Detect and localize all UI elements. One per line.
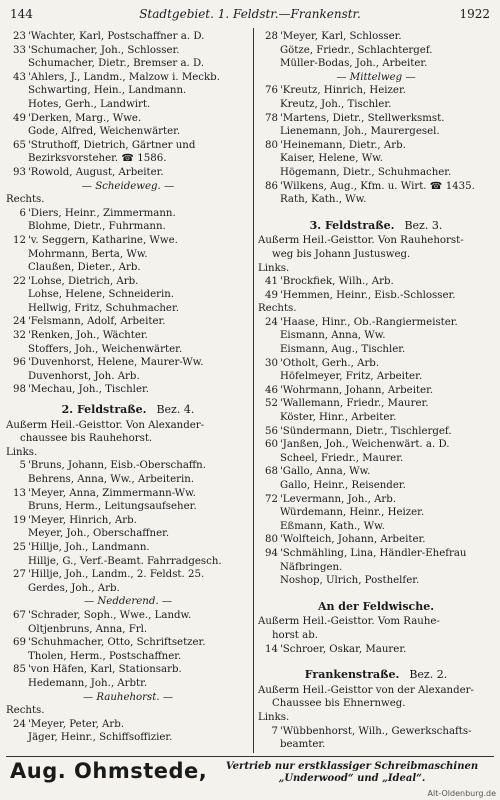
house-entry xyxy=(6,207,250,221)
resident-text: 'Lohse, Dietrich, Arb. xyxy=(28,275,139,287)
column-divider xyxy=(253,28,254,753)
district-label: Bez. 3. xyxy=(404,218,443,232)
house-number: 94 xyxy=(265,547,278,559)
left-column xyxy=(6,30,250,745)
house-number: 93 xyxy=(13,166,26,178)
resident-text: 'Meyer, Hinrich, Arb. xyxy=(28,514,137,526)
resident-line: Würdemann, Heinr., Heizer. xyxy=(280,507,425,519)
resident-line: Eßmann, Kath., Ww. xyxy=(280,520,385,532)
house-number: 80 xyxy=(265,534,278,546)
house-entry xyxy=(6,71,250,85)
resident-text: 'Otholt, Gerh., Arb. xyxy=(280,357,380,369)
resident-line: Scheel, Friedr., Maurer. xyxy=(280,452,404,464)
page-number: 144 xyxy=(10,7,33,21)
resident-text: 'Martens, Dietr., Stellwerksmst. xyxy=(280,112,445,124)
resident-line: Blohme, Dietr., Fuhrmann. xyxy=(28,221,166,233)
house-entry xyxy=(6,356,250,370)
house-number: 33 xyxy=(13,44,26,56)
street-heading xyxy=(258,668,494,682)
resident-line: Högemann, Dietr., Schuhmacher. xyxy=(280,166,452,178)
resident-line: Behrens, Anna, Ww., Arbeiterin. xyxy=(28,474,195,485)
house-entry xyxy=(6,234,250,248)
house-number: 25 xyxy=(13,541,26,553)
resident-line: Hellwig, Fritz, Schuhmacher. xyxy=(28,302,179,314)
resident-text: 'Wohrmann, Johann, Arbeiter. xyxy=(280,384,434,396)
resident-line: Näfbringen. xyxy=(280,561,343,573)
house-entry xyxy=(6,609,250,623)
house-entry xyxy=(6,514,250,528)
resident-line: Höfelmeyer, Fritz, Arbeiter. xyxy=(280,371,423,383)
resident-line: Bruns, Herm., Leitungsaufseher. xyxy=(28,501,197,513)
resident-text: 'Ahlers, J., Landm., Malzow i. Meckb. xyxy=(28,71,220,83)
cross-street: — Mittelweg — xyxy=(336,71,416,83)
house-entry xyxy=(258,316,494,330)
resident-text: 'Wilkens, Aug., Kfm. u. Wirt. ☎ 1435. xyxy=(280,180,475,192)
cross-street: — Rauhehorst. — xyxy=(82,691,174,703)
house-number: 22 xyxy=(13,275,26,287)
resident-line: Kreutz, Joh., Tischler. xyxy=(280,98,392,110)
ad-text xyxy=(212,761,492,785)
house-entry xyxy=(258,725,494,739)
house-entry xyxy=(258,533,494,547)
resident-line: Stoffers, Joh., Weichenwärter. xyxy=(28,343,183,355)
house-number: 72 xyxy=(265,493,278,505)
directory-line: Links. xyxy=(258,262,290,274)
house-number: 27 xyxy=(13,569,26,581)
house-entry xyxy=(258,180,494,194)
ad-line-2: „Underwood“ und „Ideal“. xyxy=(278,773,426,784)
resident-line: Jäger, Heinr., Schiffsoffizier. xyxy=(28,732,173,744)
house-entry xyxy=(6,718,250,732)
resident-text: 'Rowold, August, Arbeiter. xyxy=(28,166,164,178)
house-number: 60 xyxy=(265,439,278,451)
house-entry xyxy=(6,663,250,677)
resident-text: 'Levermann, Joh., Arb. xyxy=(280,493,397,505)
resident-text: 'Janßen, Joh., Weichenwärt. a. D. xyxy=(280,439,450,451)
street-heading xyxy=(258,600,494,614)
house-entry xyxy=(258,30,494,44)
spacer xyxy=(258,656,494,662)
page-title: Stadtgebiet. 1. Feldstr.—Frankenstr. xyxy=(139,7,361,21)
resident-line: Götze, Friedr., Schlachtergef. xyxy=(280,44,433,56)
house-number: 49 xyxy=(13,112,26,124)
resident-line: Eismann, Anna, Ww. xyxy=(280,330,386,342)
street-heading xyxy=(258,219,494,233)
street-name: An der Feldwische. xyxy=(317,599,435,613)
house-number: 30 xyxy=(265,357,278,369)
resident-text: 'Mechau, Joh., Tischler. xyxy=(28,384,149,396)
street-name: Frankenstraße. xyxy=(304,668,400,682)
house-number: 13 xyxy=(13,487,26,499)
resident-text: 'Schumacher, Joh., Schlosser. xyxy=(28,44,180,56)
spacer xyxy=(258,588,494,594)
directory-line: chaussee bis Rauhehorst. xyxy=(20,433,153,445)
resident-line: Bezirksvorsteher. ☎ 1586. xyxy=(28,153,167,165)
resident-text: 'Wachter, Karl, Postschaffner a. D. xyxy=(28,31,205,42)
resident-line: Hillje, G., Verf.-Beamt. Fahrradgesch. xyxy=(28,555,222,567)
resident-line: Hedemann, Joh., Arbtr. xyxy=(28,677,148,689)
resident-text: 'Wolfteich, Johann, Arbeiter. xyxy=(280,534,426,546)
ad-line-1: Vertrieb nur erstklassiger Schreibmaschinen xyxy=(225,761,479,772)
resident-line: Lohse, Helene, Schneiderin. xyxy=(28,289,175,301)
house-number: 80 xyxy=(265,139,278,151)
resident-text: 'Derken, Marg., Wwe. xyxy=(28,112,142,124)
house-number: 24 xyxy=(265,316,278,328)
house-entry xyxy=(6,568,250,582)
resident-text: 'Kreutz, Hinrich, Heizer. xyxy=(280,85,406,97)
ad-brand: Aug. Ohmstede, xyxy=(10,759,208,783)
house-entry xyxy=(6,315,250,329)
resident-line: Schumacher, Dietr., Bremser a. D. xyxy=(28,58,205,70)
resident-line: beamter. xyxy=(280,739,326,751)
resident-text: 'Meyer, Peter, Arb. xyxy=(28,718,125,730)
directory-line: Außerm Heil.-Geisttor von der Alexander- xyxy=(258,684,474,696)
house-number: 85 xyxy=(13,664,26,676)
house-entry xyxy=(6,541,250,555)
directory-line: Rechts. xyxy=(6,705,45,717)
resident-line: Köster, Hinr., Arbeiter. xyxy=(280,412,397,424)
resident-line: Hotes, Gerh., Landwirt. xyxy=(28,98,151,110)
house-number: 98 xyxy=(13,384,26,396)
house-entry xyxy=(258,643,494,657)
right-column xyxy=(258,30,494,752)
resident-line: Gerdes, Joh., Arb. xyxy=(28,582,120,594)
house-entry xyxy=(6,30,250,44)
spacer xyxy=(258,207,494,213)
resident-line: Müller-Bodas, Joh., Arbeiter. xyxy=(280,58,428,70)
page-year: 1922 xyxy=(459,7,490,21)
house-number: 86 xyxy=(265,180,278,192)
house-number: 41 xyxy=(265,276,278,288)
directory-line: weg bis Johann Justusweg. xyxy=(272,248,411,260)
house-number: 78 xyxy=(265,112,278,124)
resident-text: 'Sündermann, Dietr., Tischlergef. xyxy=(280,425,452,437)
resident-text: 'Schroer, Oskar, Maurer. xyxy=(280,643,407,655)
resident-text: 'v. Seggern, Katharine, Wwe. xyxy=(28,234,178,246)
resident-text: 'Schuhmacher, Otto, Schriftsetzer. xyxy=(28,637,206,649)
resident-line: Oltjenbruns, Anna, Frl. xyxy=(28,623,148,635)
house-number: 52 xyxy=(265,398,278,410)
house-number: 76 xyxy=(265,85,278,97)
house-number: 14 xyxy=(265,643,278,655)
house-number: 67 xyxy=(13,609,26,621)
resident-text: 'Brockfiek, Wilh., Arb. xyxy=(280,276,394,288)
directory-line: Rechts. xyxy=(6,194,45,206)
directory-line: Außerm Heil.-Geisttor. Von Rauhehorst- xyxy=(258,235,464,247)
house-number: 24 xyxy=(13,316,26,328)
resident-line: Meyer, Joh., Oberschaffner. xyxy=(28,528,170,540)
resident-text: 'Haase, Hinr., Ob.-Rangiermeister. xyxy=(280,316,458,328)
directory-line: Außerm Heil.-Geisttor. Vom Rauhe- xyxy=(258,616,440,628)
district-label: Bez. 4. xyxy=(156,403,195,417)
resident-line: Gallo, Heinr., Reisender. xyxy=(280,480,406,491)
resident-line: Lienemann, Joh., Maurergesel. xyxy=(280,126,440,138)
house-entry xyxy=(258,547,494,561)
house-entry xyxy=(258,493,494,507)
resident-text: 'von Häfen, Karl, Stationsarb. xyxy=(28,664,182,676)
resident-line: Rath, Kath., Ww. xyxy=(280,194,367,206)
street-name: 2. Feldstraße. xyxy=(61,403,147,417)
resident-line: Noshop, Ulrich, Posthelfer. xyxy=(280,575,420,587)
resident-line: Eismann, Aug., Tischler. xyxy=(280,344,406,356)
house-number: 12 xyxy=(13,234,26,246)
house-number: 68 xyxy=(265,466,278,478)
house-number: 5 xyxy=(19,460,26,472)
resident-text: 'Gallo, Anna, Ww. xyxy=(280,466,371,478)
house-entry xyxy=(6,459,250,473)
house-entry xyxy=(6,112,250,126)
directory-line: Links. xyxy=(258,711,290,723)
resident-text: 'Diers, Heinr., Zimmermann. xyxy=(28,207,176,219)
house-number: 96 xyxy=(13,357,26,369)
resident-text: 'Hemmen, Heinr., Eisb.-Schlosser. xyxy=(280,289,456,301)
house-entry xyxy=(258,465,494,479)
house-number: 69 xyxy=(13,637,26,649)
house-entry xyxy=(258,438,494,452)
resident-line: Schwarting, Hein., Landmann. xyxy=(28,85,187,97)
house-number: 19 xyxy=(13,514,26,526)
resident-text: 'Meyer, Anna, Zimmermann-Ww. xyxy=(28,487,196,499)
resident-text: 'Bruns, Johann, Eisb.-Oberschaffn. xyxy=(28,460,206,472)
house-number: 49 xyxy=(265,289,278,301)
house-entry xyxy=(258,289,494,303)
resident-text: 'Schmähling, Lina, Händler-Ehefrau xyxy=(280,547,467,559)
house-entry xyxy=(258,425,494,439)
house-entry xyxy=(6,329,250,343)
house-entry xyxy=(6,383,250,397)
cross-street: — Scheideweg. — xyxy=(81,180,175,192)
resident-line: Claußen, Dieter., Arb. xyxy=(28,262,141,274)
resident-text: 'Felsmann, Adolf, Arbeiter. xyxy=(28,316,166,328)
house-entry xyxy=(258,357,494,371)
cross-street: — Nedderend. — xyxy=(83,596,173,608)
house-number: 46 xyxy=(265,384,278,396)
watermark: Alt-Oldenburg.de xyxy=(427,789,496,798)
house-entry xyxy=(258,384,494,398)
resident-text: 'Duvenhorst, Helene, Maurer-Ww. xyxy=(28,357,204,369)
directory-line: Rechts. xyxy=(258,303,297,315)
resident-text: 'Schrader, Soph., Wwe., Landw. xyxy=(28,609,192,621)
house-number: 32 xyxy=(13,330,26,342)
house-entry xyxy=(6,636,250,650)
house-number: 56 xyxy=(265,425,278,437)
house-number: 43 xyxy=(13,71,26,83)
house-number: 24 xyxy=(13,718,26,730)
house-entry xyxy=(258,275,494,289)
directory-line: Chaussee bis Ehnernweg. xyxy=(272,698,406,710)
house-entry xyxy=(6,44,250,58)
resident-line: Kaiser, Helene, Ww. xyxy=(280,153,383,165)
resident-text: 'Renken, Joh., Wächter. xyxy=(28,330,148,342)
directory-line: Außerm Heil.-Geisttor. Von Alexander- xyxy=(6,419,205,431)
house-entry xyxy=(258,112,494,126)
house-entry xyxy=(6,139,250,153)
house-number: 65 xyxy=(13,139,26,151)
page-header xyxy=(10,6,490,22)
house-entry xyxy=(6,487,250,501)
street-name: 3. Feldstraße. xyxy=(309,218,395,232)
resident-text: 'Wübbenhorst, Wilh., Gewerkschafts- xyxy=(280,725,472,737)
house-number: 7 xyxy=(271,725,278,737)
street-heading xyxy=(6,403,250,417)
resident-line: Duvenhorst, Joh. Arb. xyxy=(28,370,140,382)
house-number: 6 xyxy=(19,207,26,219)
house-number: 28 xyxy=(265,31,278,42)
house-entry xyxy=(6,275,250,289)
resident-line: Tholen, Herm., Postschaffner. xyxy=(28,650,182,662)
resident-line: Gode, Alfred, Weichenwärter. xyxy=(28,126,181,138)
house-entry xyxy=(258,139,494,153)
house-number: 23 xyxy=(13,31,26,42)
resident-text: 'Hillje, Joh., Landmann. xyxy=(28,541,150,553)
resident-text: 'Meyer, Karl, Schlosser. xyxy=(280,31,402,42)
directory-line: horst ab. xyxy=(272,629,318,641)
house-entry xyxy=(258,84,494,98)
resident-text: 'Hillje, Joh., Landm., 2. Feldst. 25. xyxy=(28,569,205,581)
resident-text: 'Struthoff, Dietrich, Gärtner und xyxy=(28,139,196,151)
advertisement-footer xyxy=(6,756,494,787)
house-entry xyxy=(258,397,494,411)
resident-text: 'Wallemann, Friedr., Maurer. xyxy=(280,398,429,410)
directory-line: Links. xyxy=(6,446,38,458)
resident-line: Mohrmann, Berta, Ww. xyxy=(28,248,148,260)
district-label: Bez. 2. xyxy=(409,668,448,682)
resident-text: 'Heinemann, Dietr., Arb. xyxy=(280,139,406,151)
house-entry xyxy=(6,166,250,180)
